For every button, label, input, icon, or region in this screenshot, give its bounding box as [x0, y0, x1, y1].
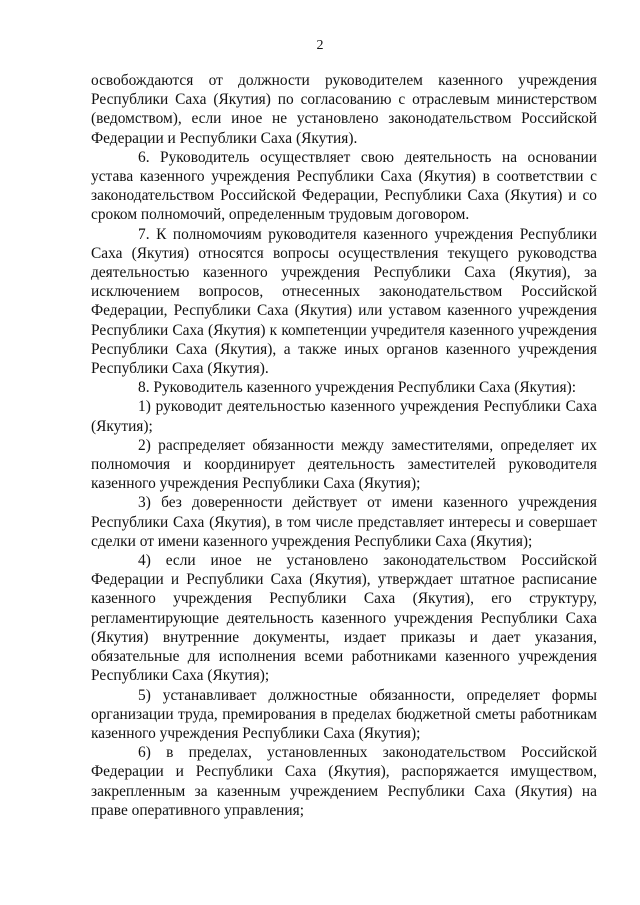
subitem-1: 1) руководит деятельностью казенного учреждения Республики Саха (Якутия); [91, 398, 597, 435]
subitem-4: 4) если иное не установлено законодательством Российской Федерации и Республики Саха (Якутия), утверждает штатное расписание казенного учреждения Республики Саха (Якутия), его структуру, регламентирующие деятельность казенного учреждения Республики Саха (Якутия) внутренние документы, издает приказы и дает указания, обязательные для исполнения всеми работниками казенного учреждения Республики Саха (Якутия); [91, 552, 597, 685]
subitem-6: 6) в пределах, установленных законодательством Российской Федерации и Республики Саха (Якутия), распоряжается имуществом, закрепленным за казенным учреждением Республики Саха (Якутия) на праве оперативного управления; [91, 744, 597, 819]
page-number: 2 [316, 38, 324, 53]
paragraph-item-6: 6. Руководитель осуществляет свою деятельность на основании устава казенного учреждения Республики Саха (Якутия) в соответствии с законодательством Российской Федерации, Республики Саха (Якутия) и со сроком полномочий, определенным трудовым договором. [91, 148, 597, 224]
document-body [91, 71, 597, 820]
subitem-2: 2) распределяет обязанности между заместителями, определяет их полномочия и координирует деятельность заместителей руководителя казенного учреждения Республики Саха (Якутия); [91, 436, 597, 493]
subitem-3: 3) без доверенности действует от имени казенного учреждения Республики Саха (Якутия), в том числе представляет интересы и совершает сделки от имени казенного учреждения Республики Саха (Якутия); [91, 494, 597, 550]
paragraph-continuation: освобождаются от должности руководителем казенного учреждения Республики Саха (Якутия) по согласованию с отраслевым министерством (ведомством), если иное не установлено законодательством Российской Федерации и Республики Саха (Якутия). [91, 72, 597, 147]
paragraph-item-8: 8. Руководитель казенного учреждения Республики Саха (Якутия): [138, 379, 577, 397]
paragraph-item-7: 7. К полномочиям руководителя казенного учреждения Республики Саха (Якутия) относятся вопросы осуществления текущего руководства деятельностью казенного учреждения Республики Саха (Якутия), за исключением вопросов, отнесенных законодательством Российской Федерации, Республики Саха (Якутия) или уставом казенного учреждения Республики Саха (Якутия) к компетенции учредителя казенного учреждения Республики Саха (Якутия), а также иных органов казенного учреждения Республики Саха (Якутия). [91, 225, 597, 378]
subitem-5: 5) устанавливает должностные обязанности, определяет формы организации труда, премирования в пределах бюджетной сметы работникам казенного учреждения Республики Саха (Якутия); [91, 686, 597, 742]
